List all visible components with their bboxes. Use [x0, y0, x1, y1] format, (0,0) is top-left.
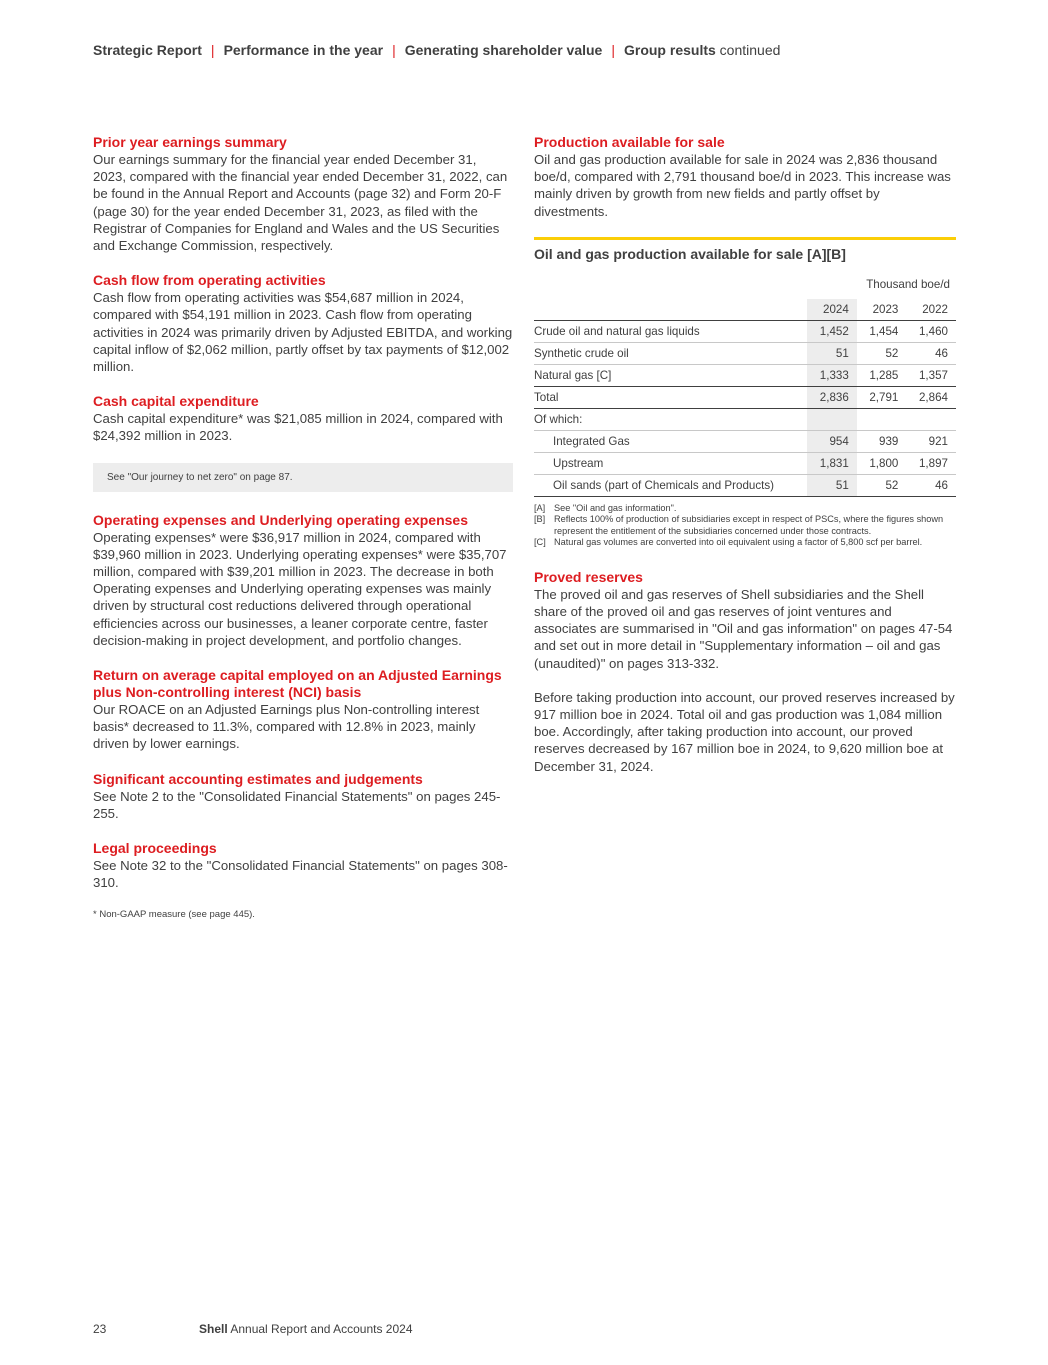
note-text: See "Oil and gas information".: [554, 502, 677, 513]
cell: 2,864: [906, 386, 956, 408]
non-gaap-footnote: * Non-GAAP measure (see page 445).: [93, 909, 255, 921]
breadcrumb-separator: |: [210, 42, 215, 58]
table-row: [534, 474, 956, 496]
breadcrumb-performance[interactable]: Performance in the year: [223, 42, 384, 58]
cell: 1,460: [906, 320, 956, 342]
left-column: [93, 134, 513, 920]
note-text: Reflects 100% of production of subsidiaries except in respect of PSCs, where the figures shown represent the entitlement of the subsidiaries concerned under those contracts.: [554, 514, 944, 536]
cell: 46: [906, 474, 956, 496]
note-key: [C]: [534, 537, 546, 548]
table-row-total: [534, 386, 956, 408]
section-body: Our ROACE on an Adjusted Earnings plus Non-controlling interest basis* decreased to 11.3%, compared with 12.8% in 2023, mainly driven by lower earnings.: [93, 702, 480, 752]
note-key: [B]: [534, 514, 546, 525]
section-title: Return on average capital employed on an Adjusted Earnings plus Non-controlling interest (NCI) basis: [93, 667, 502, 701]
footer-title: Annual Report and Accounts 2024: [230, 1322, 413, 1336]
cell: 1,357: [906, 364, 956, 386]
section-body: Before taking production into account, our proved reserves increased by 917 million boe in 2024. Total oil and gas production was 1,084 million boe. Accordingly, after taking production into account, our proved reserves decreased by 167 million boe in 2024, to 9,620 million boe at December 31, 2024.: [534, 689, 955, 774]
table-note: [534, 537, 956, 549]
section-production: [534, 134, 956, 220]
section-operating-expenses: [93, 512, 513, 649]
cell: 1,452: [807, 320, 857, 342]
table-unit: Thousand boe/d: [866, 277, 950, 291]
breadcrumb: [93, 42, 780, 58]
section-body: Cash flow from operating activities was $54,687 million in 2024, compared with $54,191 million in 2023. Cash flow from operating activities in 2024 was primarily driven by Adjusted EBITDA, and working capital inflow of $2,062 million, partly offset by tax payments of $12,002 million.: [93, 290, 513, 375]
row-label: Natural gas [C]: [534, 364, 807, 386]
cell: 51: [807, 342, 857, 364]
cell: [857, 408, 907, 430]
right-column: [534, 134, 956, 793]
section-title: Prior year earnings summary: [93, 134, 287, 150]
section-title: Production available for sale: [534, 134, 725, 150]
section-title: Proved reserves: [534, 568, 643, 585]
section-title: Cash capital expenditure: [93, 393, 259, 410]
cell: 1,454: [857, 320, 907, 342]
table-row: [534, 320, 956, 342]
year-header: 2023: [857, 299, 907, 321]
production-table: [534, 271, 956, 497]
production-table-block: [534, 237, 956, 549]
cell: 1,285: [857, 364, 907, 386]
year-header: 2024: [807, 299, 857, 321]
section-cash-flow: [93, 272, 513, 375]
row-label: Crude oil and natural gas liquids: [534, 320, 807, 342]
breadcrumb-shareholder-value[interactable]: Generating shareholder value: [404, 42, 603, 58]
section-cash-capex: [93, 393, 513, 444]
cell: [906, 408, 956, 430]
row-label: Upstream: [534, 452, 807, 474]
section-proved-reserves: [534, 569, 956, 775]
section-title: Operating expenses and Underlying operating expenses: [93, 511, 468, 528]
row-label: Oil sands (part of Chemicals and Products): [534, 474, 807, 496]
footer-brand: Shell: [199, 1322, 228, 1336]
row-label: Total: [534, 386, 807, 408]
cross-reference-box[interactable]: See "Our journey to net zero" on page 87.: [93, 463, 513, 492]
table-notes: [534, 503, 956, 549]
page-footer: [93, 1322, 413, 1336]
cell: 1,897: [906, 452, 956, 474]
section-body: Cash capital expenditure* was $21,085 million in 2024, compared with $24,392 million in 2023.: [93, 411, 503, 444]
cell: 1,831: [807, 452, 857, 474]
section-body: Operating expenses* were $36,917 million in 2024, compared with $39,960 million in 2023. Underlying operating expenses* were $35,707 million, compared with $39,201 million in 2023. The decrease in both Operating expenses and Underlying operating expenses was mainly driven by structural cost reductions delivered through operational efficiencies across our businesses, a leaner corporate centre, faster decision-making in project development, and portfolio changes.: [93, 529, 507, 648]
breadcrumb-strategic-report[interactable]: Strategic Report: [93, 42, 202, 58]
cell: 51: [807, 474, 857, 496]
row-label: Of which:: [534, 408, 807, 430]
table-row: [534, 430, 956, 452]
breadcrumb-separator: |: [392, 42, 396, 58]
section-prior-year-earnings: [93, 134, 513, 254]
row-label: Integrated Gas: [534, 430, 807, 452]
cell: 954: [807, 430, 857, 452]
table-note: [534, 514, 956, 537]
cell: 2,791: [857, 386, 907, 408]
year-header: 2022: [906, 299, 956, 321]
breadcrumb-group-results[interactable]: Group results: [623, 42, 716, 58]
table-row: [534, 408, 956, 430]
table-note: [534, 503, 956, 515]
section-title: Significant accounting estimates and judgements: [93, 770, 423, 787]
table-row: [534, 342, 956, 364]
section-body: The proved oil and gas reserves of Shell subsidiaries and the Shell share of the proved oil and gas reserves of joint ventures and associates are summarised in "Oil and gas information" on pages 47-54 and set out in more detail in "Supplementary information – oil and gas (unaudited)" on pages 313-332.: [534, 586, 953, 671]
note-key: [A]: [534, 502, 546, 513]
section-roace: [93, 667, 513, 753]
table-row: [534, 452, 956, 474]
cell: 2,836: [807, 386, 857, 408]
cell: 1,333: [807, 364, 857, 386]
section-title: Legal proceedings: [93, 840, 217, 857]
row-label: Synthetic crude oil: [534, 342, 807, 364]
note-text: Natural gas volumes are converted into oil equivalent using a factor of 5,800 scf per barrel.: [554, 537, 923, 548]
table-title: Oil and gas production available for sale [A][B]: [534, 245, 846, 262]
cell: 921: [906, 430, 956, 452]
cell: 46: [906, 342, 956, 364]
cell: [807, 408, 857, 430]
cell: 1,800: [857, 452, 907, 474]
breadcrumb-separator: |: [611, 42, 615, 58]
section-body: See Note 2 to the "Consolidated Financial Statements" on pages 245-255.: [93, 788, 501, 821]
section-body: See Note 32 to the "Consolidated Financial Statements" on pages 308-310.: [93, 858, 508, 891]
section-accounting-estimates: [93, 771, 513, 822]
cell: 939: [857, 430, 907, 452]
cell: 52: [857, 342, 907, 364]
section-body: Our earnings summary for the financial year ended December 31, 2023, compared with the financial year ended December 31, 2022, can be found in the Annual Report and Accounts (page 32) and Form 20-F (page 30) for the year ended December 31, 2023, as filed with the Registrar of Companies for England and Wales and the US Securities and Exchange Commission, respectively.: [93, 152, 508, 254]
cell: 52: [857, 474, 907, 496]
page-number: 23: [93, 1322, 107, 1336]
section-title: Cash flow from operating activities: [93, 272, 326, 289]
breadcrumb-suffix: continued: [719, 42, 781, 58]
section-legal-proceedings: [93, 840, 513, 891]
table-row: [534, 364, 956, 386]
section-body: Oil and gas production available for sale in 2024 was 2,836 thousand boe/d, compared with 2,791 thousand boe/d in 2023. This increase was mainly driven by growth from new fields and partly offset by divestments.: [534, 152, 951, 219]
